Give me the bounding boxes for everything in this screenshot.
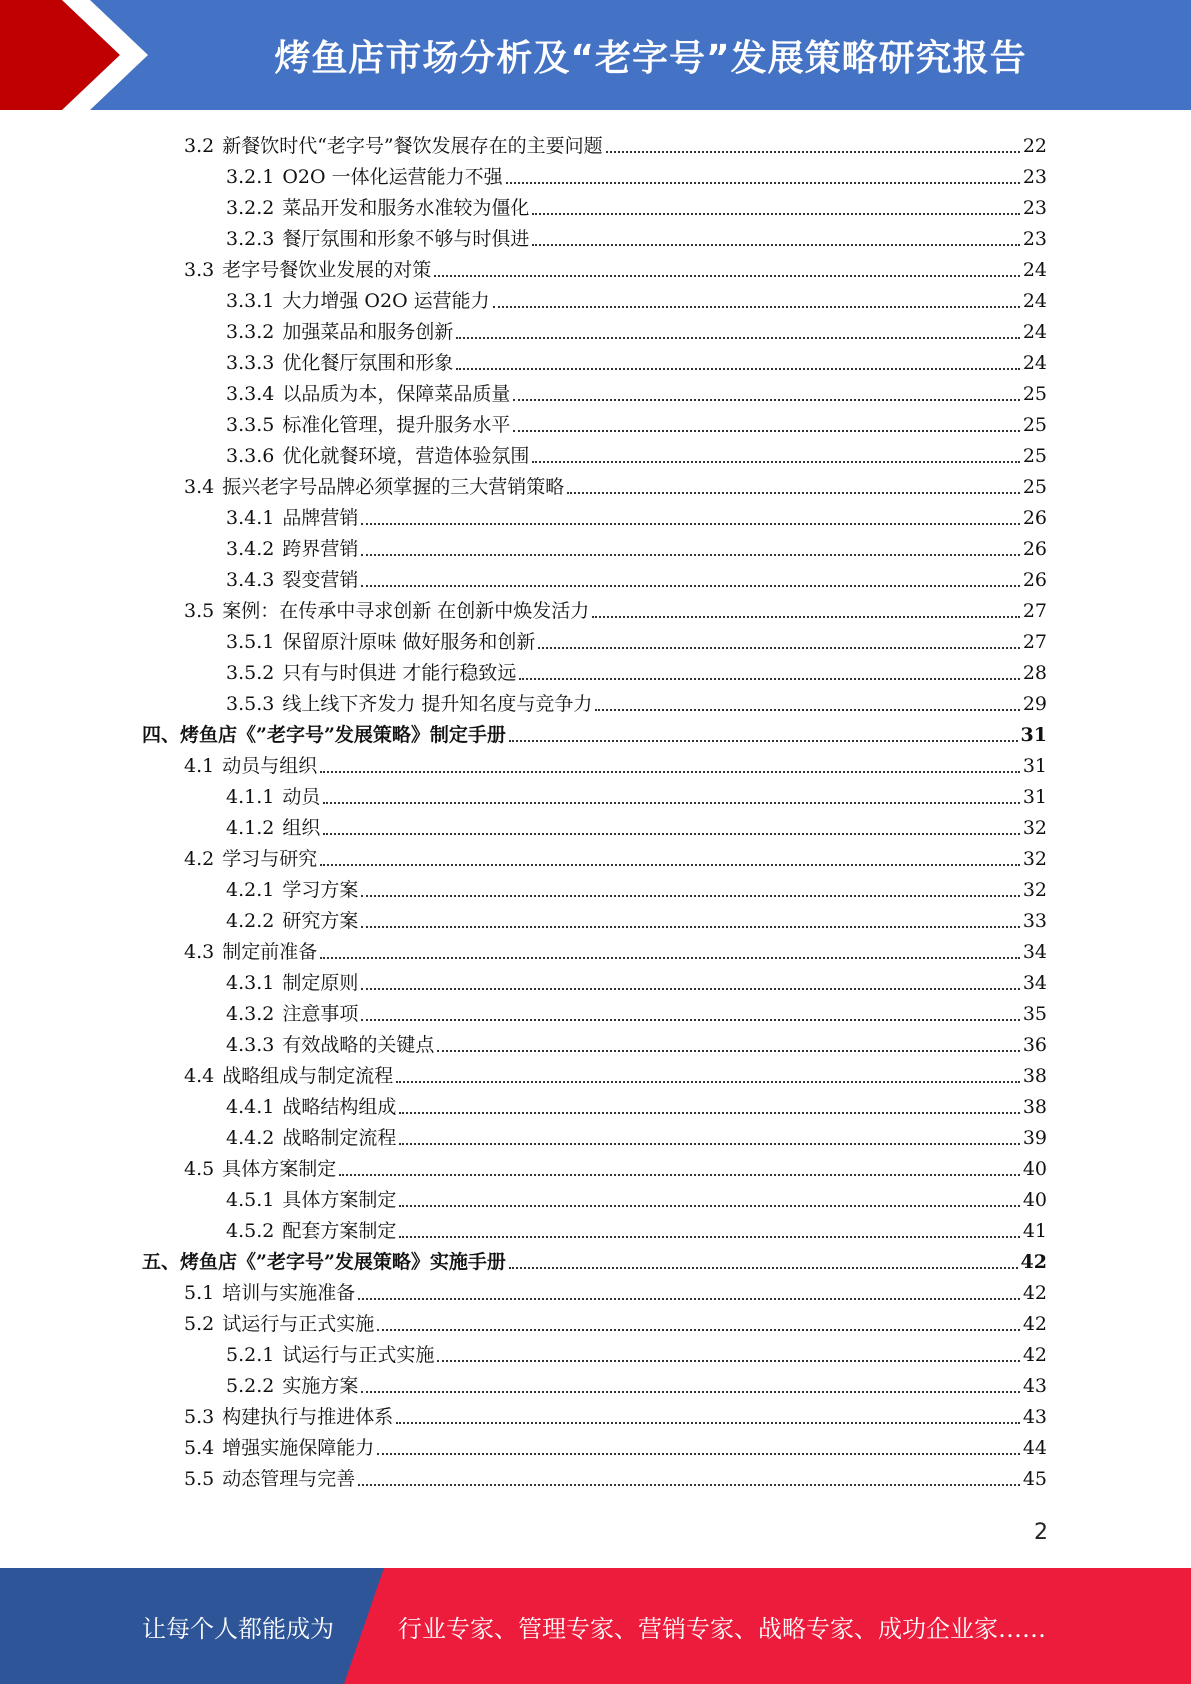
toc-dot-leader	[361, 554, 1019, 556]
toc-dot-leader	[456, 337, 1019, 339]
toc-entry[interactable]	[184, 933, 1047, 964]
toc-entry-number: 3.5.1	[226, 631, 275, 653]
toc-entry-number: 4.5	[184, 1158, 215, 1180]
toc-entry-number: 3.2.2	[226, 197, 275, 219]
toc-entry-label: 实施方案	[282, 1375, 359, 1397]
toc-entry-label: 只有与时俱进 才能行稳致远	[282, 662, 517, 684]
toc-dot-leader	[361, 988, 1019, 990]
toc-entry-number: 4.3.3	[226, 1034, 275, 1056]
toc-entry-page: 32	[1022, 848, 1047, 870]
toc-entry-label: 保留原汁原味 做好服务和创新	[282, 631, 536, 653]
toc-entry-page: 28	[1022, 662, 1047, 684]
toc-entry-page: 44	[1022, 1437, 1047, 1459]
toc-entry-page: 25	[1022, 414, 1047, 436]
toc-entry[interactable]	[226, 158, 1047, 189]
toc-entry-number: 4.1.1	[226, 786, 275, 808]
toc-dot-leader	[396, 1422, 1020, 1424]
toc-entry-label: 培训与实施准备	[222, 1282, 356, 1304]
toc-entry-label: 品牌营销	[282, 507, 359, 529]
toc-entry[interactable]	[184, 468, 1047, 499]
toc-entry-number: 3.4	[184, 476, 215, 498]
toc-entry[interactable]	[226, 1212, 1047, 1243]
toc-entry-number: 5.1	[184, 1282, 215, 1304]
toc-dot-leader	[399, 1236, 1019, 1238]
toc-entry-number: 3.3.2	[226, 321, 275, 343]
toc-entry[interactable]	[226, 561, 1047, 592]
toc-entry-number: 3.5	[184, 600, 215, 622]
toc-entry-page: 23	[1022, 228, 1047, 250]
toc-entry-page: 43	[1022, 1406, 1047, 1428]
toc-entry-page: 41	[1022, 1220, 1047, 1242]
toc-entry-page: 31	[1022, 786, 1047, 808]
toc-entry-label: 配套方案制定	[282, 1220, 397, 1242]
toc-entry-page: 32	[1022, 879, 1047, 901]
toc-entry-page: 24	[1022, 321, 1047, 343]
toc-entry-number: 4.5.1	[226, 1189, 275, 1211]
page-footer	[0, 1568, 1191, 1684]
toc-entry-page: 27	[1022, 631, 1047, 653]
toc-entry-page: 31	[1022, 755, 1047, 777]
toc-entry-number: 4.5.2	[226, 1220, 275, 1242]
toc-entry-label: 试运行与正式实施	[282, 1344, 435, 1366]
toc-entry-label: 有效战略的关键点	[282, 1034, 435, 1056]
toc-entry-label: 案例：在传承中寻求创新 在创新中焕发活力	[222, 600, 590, 622]
toc-entry-label: 研究方案	[282, 910, 359, 932]
toc-entry-page: 34	[1022, 941, 1047, 963]
toc-entry[interactable]	[184, 1460, 1047, 1491]
toc-dot-leader	[377, 1453, 1020, 1455]
toc-entry[interactable]	[226, 654, 1047, 685]
toc-entry-number: 3.4.2	[226, 538, 275, 560]
toc-dot-leader	[377, 1329, 1020, 1331]
toc-entry-number: 3.3.4	[226, 383, 275, 405]
toc-entry-page: 45	[1022, 1468, 1047, 1490]
toc-dot-leader	[361, 1019, 1019, 1021]
toc-entry[interactable]	[184, 1305, 1047, 1336]
toc-dot-leader	[493, 306, 1020, 308]
toc-entry-page: 26	[1022, 538, 1047, 560]
toc-entry-label: 组织	[282, 817, 321, 839]
toc-entry-number: 3.3.3	[226, 352, 275, 374]
toc-entry-number: 5.4	[184, 1437, 215, 1459]
toc-entry-label: 老字号餐饮业发展的对策	[222, 259, 432, 281]
toc-entry-label: 裂变营销	[282, 569, 359, 591]
toc-entry-label: 振兴老字号品牌必须掌握的三大营销策略	[222, 476, 565, 498]
toc-entry-number: 4.2	[184, 848, 215, 870]
toc-entry-page: 24	[1022, 290, 1047, 312]
toc-entry-page: 32	[1022, 817, 1047, 839]
toc-entry-number: 4.3.2	[226, 1003, 275, 1025]
toc-entry-page: 26	[1022, 507, 1047, 529]
toc-entry-page: 42	[1022, 1282, 1047, 1304]
toc-entry[interactable]	[226, 995, 1047, 1026]
toc-entry[interactable]	[226, 1336, 1047, 1367]
toc-entry-number: 3.3	[184, 259, 215, 281]
toc-entry[interactable]	[226, 313, 1047, 344]
toc-entry[interactable]	[226, 499, 1047, 530]
toc-entry-page: 33	[1022, 910, 1047, 932]
toc-entry-label: 动员	[282, 786, 321, 808]
toc-entry-number: 5.2	[184, 1313, 215, 1335]
toc-entry[interactable]	[226, 902, 1047, 933]
toc-entry[interactable]	[184, 1429, 1047, 1460]
toc-entry-number: 4.4.1	[226, 1096, 275, 1118]
toc-entry-label: 试运行与正式实施	[222, 1313, 375, 1335]
toc-dot-leader	[361, 895, 1019, 897]
toc-entry[interactable]	[184, 1150, 1047, 1181]
toc-entry-label: 以品质为本，保障菜品质量	[282, 383, 511, 405]
toc-entry[interactable]	[226, 344, 1047, 375]
toc-entry-label: 优化餐厅氛围和形象	[282, 352, 454, 374]
toc-entry[interactable]	[226, 437, 1047, 468]
toc-entry[interactable]	[226, 406, 1047, 437]
toc-entry-number: 4.2.2	[226, 910, 275, 932]
toc-entry-number: 4.1	[184, 755, 215, 777]
toc-entry-number: 4.4	[184, 1065, 215, 1087]
toc-entry-page: 40	[1022, 1189, 1047, 1211]
toc-dot-leader	[361, 926, 1019, 928]
toc-dot-leader	[532, 461, 1019, 463]
toc-dot-leader	[506, 182, 1020, 184]
toc-entry-page: 29	[1022, 693, 1047, 715]
toc-entry[interactable]	[142, 1243, 1047, 1274]
toc-entry-page: 25	[1022, 445, 1047, 467]
toc-entry-page: 22	[1022, 135, 1047, 157]
toc-entry[interactable]	[226, 623, 1047, 654]
toc-entry-label: 具体方案制定	[282, 1189, 397, 1211]
toc-dot-leader	[509, 1267, 1018, 1269]
toc-entry-page: 35	[1022, 1003, 1047, 1025]
toc-dot-leader	[592, 616, 1020, 618]
toc-entry-label: 战略结构组成	[282, 1096, 397, 1118]
toc-entry-label: 加强菜品和服务创新	[282, 321, 454, 343]
toc-entry-label: 具体方案制定	[222, 1158, 337, 1180]
toc-entry[interactable]	[142, 716, 1047, 747]
toc-entry-number: 3.4.1	[226, 507, 275, 529]
toc-entry-label: O2O 一体化运营能力不强	[282, 166, 503, 188]
toc-entry[interactable]	[226, 871, 1047, 902]
toc-entry[interactable]	[184, 251, 1047, 282]
toc-dot-leader	[513, 399, 1019, 401]
toc-entry[interactable]	[226, 1026, 1047, 1057]
toc-dot-leader	[358, 1484, 1020, 1486]
toc-dot-leader	[361, 1391, 1019, 1393]
toc-dot-leader	[339, 1174, 1020, 1176]
toc-dot-leader	[532, 213, 1019, 215]
toc-entry-page: 23	[1022, 166, 1047, 188]
toc-entry-number: 3.5.3	[226, 693, 275, 715]
toc-dot-leader	[567, 492, 1020, 494]
toc-dot-leader	[437, 1050, 1019, 1052]
toc-entry[interactable]	[226, 220, 1047, 251]
toc-entry[interactable]	[226, 1367, 1047, 1398]
toc-entry-number: 5.2.2	[226, 1375, 275, 1397]
toc-dot-leader	[361, 523, 1019, 525]
toc-entry-page: 34	[1022, 972, 1047, 994]
toc-dot-leader	[606, 151, 1020, 153]
toc-entry-number: 5.3	[184, 1406, 215, 1428]
toc-dot-leader	[323, 802, 1019, 804]
toc-dot-leader	[595, 709, 1019, 711]
toc-entry-label: 标准化管理，提升服务水平	[282, 414, 511, 436]
page-header	[0, 0, 1191, 110]
toc-entry-page: 25	[1022, 383, 1047, 405]
toc-entry-number: 4.3	[184, 941, 215, 963]
toc-entry[interactable]	[226, 1119, 1047, 1150]
toc-entry[interactable]	[184, 592, 1047, 623]
toc-dot-leader	[509, 740, 1018, 742]
toc-entry-label: 学习方案	[282, 879, 359, 901]
toc-entry-number: 3.4.3	[226, 569, 275, 591]
toc-entry[interactable]	[226, 809, 1047, 840]
toc-entry-number: 3.3.1	[226, 290, 275, 312]
toc-entry-number: 4.1.2	[226, 817, 275, 839]
toc-entry-number: 4.2.1	[226, 879, 275, 901]
toc-entry[interactable]	[226, 1181, 1047, 1212]
toc-entry[interactable]	[226, 1088, 1047, 1119]
toc-entry[interactable]	[184, 1274, 1047, 1305]
toc-entry-label: 动态管理与完善	[222, 1468, 356, 1490]
toc-entry-page: 24	[1022, 352, 1047, 374]
toc-entry-number: 3.2.1	[226, 166, 275, 188]
toc-entry[interactable]	[184, 840, 1047, 871]
toc-entry-page: 42	[1022, 1344, 1047, 1366]
toc-entry-number: 5.2.1	[226, 1344, 275, 1366]
toc-entry-label: 制定原则	[282, 972, 359, 994]
toc-dot-leader	[519, 678, 1019, 680]
toc-dot-leader	[434, 275, 1020, 277]
toc-entry-page: 42	[1022, 1313, 1047, 1335]
toc-entry-label: 新餐饮时代“老字号”餐饮发展存在的主要问题	[222, 135, 603, 157]
toc-entry-page: 25	[1022, 476, 1047, 498]
toc-entry[interactable]	[226, 778, 1047, 809]
toc-dot-leader	[456, 368, 1019, 370]
toc-entry-label: 动员与组织	[222, 755, 318, 777]
toc-entry-page: 31	[1020, 724, 1047, 746]
toc-entry-label: 战略制定流程	[282, 1127, 397, 1149]
toc-dot-leader	[399, 1143, 1019, 1145]
toc-entry[interactable]	[226, 375, 1047, 406]
toc-entry-label: 增强实施保障能力	[222, 1437, 375, 1459]
toc-entry-page: 43	[1022, 1375, 1047, 1397]
toc-dot-leader	[320, 957, 1020, 959]
toc-dot-leader	[437, 1360, 1019, 1362]
toc-entry-number: 五、	[142, 1251, 181, 1273]
toc-entry-number: 3.2.3	[226, 228, 275, 250]
toc-dot-leader	[320, 864, 1020, 866]
footer-slogan-left: 让每个人都能成为	[142, 1614, 334, 1643]
toc-entry-page: 27	[1022, 600, 1047, 622]
toc-entry-label: 线上线下齐发力 提升知名度与竞争力	[282, 693, 593, 715]
page-number: 2	[1034, 1520, 1048, 1545]
toc-entry-number: 3.3.5	[226, 414, 275, 436]
toc-entry-number: 3.5.2	[226, 662, 275, 684]
toc-entry-label: 烤鱼店《”老字号”发展策略》实施手册	[180, 1251, 506, 1273]
toc-entry-page: 24	[1022, 259, 1047, 281]
toc-dot-leader	[399, 1205, 1019, 1207]
toc-dot-leader	[513, 430, 1019, 432]
toc-entry-number: 3.3.6	[226, 445, 275, 467]
toc-dot-leader	[358, 1298, 1020, 1300]
toc-entry-label: 大力增强 O2O 运营能力	[282, 290, 490, 312]
toc-entry-page: 38	[1022, 1065, 1047, 1087]
toc-entry[interactable]	[226, 189, 1047, 220]
report-title: 烤鱼店市场分析及“老字号”发展策略研究报告	[274, 37, 1027, 79]
toc-entry-label: 构建执行与推进体系	[222, 1406, 394, 1428]
toc-dot-leader	[320, 771, 1020, 773]
toc-entry-label: 学习与研究	[222, 848, 318, 870]
toc-entry-label: 战略组成与制定流程	[222, 1065, 394, 1087]
toc-entry[interactable]	[226, 282, 1047, 313]
toc-entry-page: 23	[1022, 197, 1047, 219]
toc-entry-number: 4.3.1	[226, 972, 275, 994]
toc-entry-number: 3.2	[184, 135, 215, 157]
toc-entry-number: 4.4.2	[226, 1127, 275, 1149]
toc-entry[interactable]	[184, 1398, 1047, 1429]
toc-entry-label: 优化就餐环境，营造体验氛围	[282, 445, 530, 467]
toc-entry[interactable]	[226, 530, 1047, 561]
toc-entry-label: 制定前准备	[222, 941, 318, 963]
toc-entry-label: 餐厅氛围和形象不够与时俱进	[282, 228, 530, 250]
toc-dot-leader	[396, 1081, 1020, 1083]
toc-entry[interactable]	[226, 685, 1047, 716]
toc-entry-label: 注意事项	[282, 1003, 359, 1025]
toc-entry-label: 烤鱼店《”老字号”发展策略》制定手册	[180, 724, 506, 746]
toc-dot-leader	[323, 833, 1019, 835]
footer-slogan-right: 行业专家、管理专家、营销专家、战略专家、成功企业家……	[398, 1614, 1046, 1643]
toc-entry-number: 5.5	[184, 1468, 215, 1490]
toc-entry[interactable]	[184, 127, 1047, 158]
toc-dot-leader	[532, 244, 1019, 246]
toc-dot-leader	[399, 1112, 1019, 1114]
toc-entry-page: 39	[1022, 1127, 1047, 1149]
toc-entry-page: 40	[1022, 1158, 1047, 1180]
toc-entry-page: 26	[1022, 569, 1047, 591]
toc-entry[interactable]	[226, 964, 1047, 995]
toc-entry-page: 38	[1022, 1096, 1047, 1118]
toc-entry-page: 42	[1020, 1251, 1047, 1273]
toc-entry-label: 菜品开发和服务水准较为僵化	[282, 197, 530, 219]
toc-entry-number: 四、	[142, 724, 181, 746]
toc-entry[interactable]	[184, 1057, 1047, 1088]
toc-entry[interactable]	[184, 747, 1047, 778]
toc-dot-leader	[538, 647, 1019, 649]
toc-dot-leader	[361, 585, 1019, 587]
toc-entry-page: 36	[1022, 1034, 1047, 1056]
toc-entry-label: 跨界营销	[282, 538, 359, 560]
